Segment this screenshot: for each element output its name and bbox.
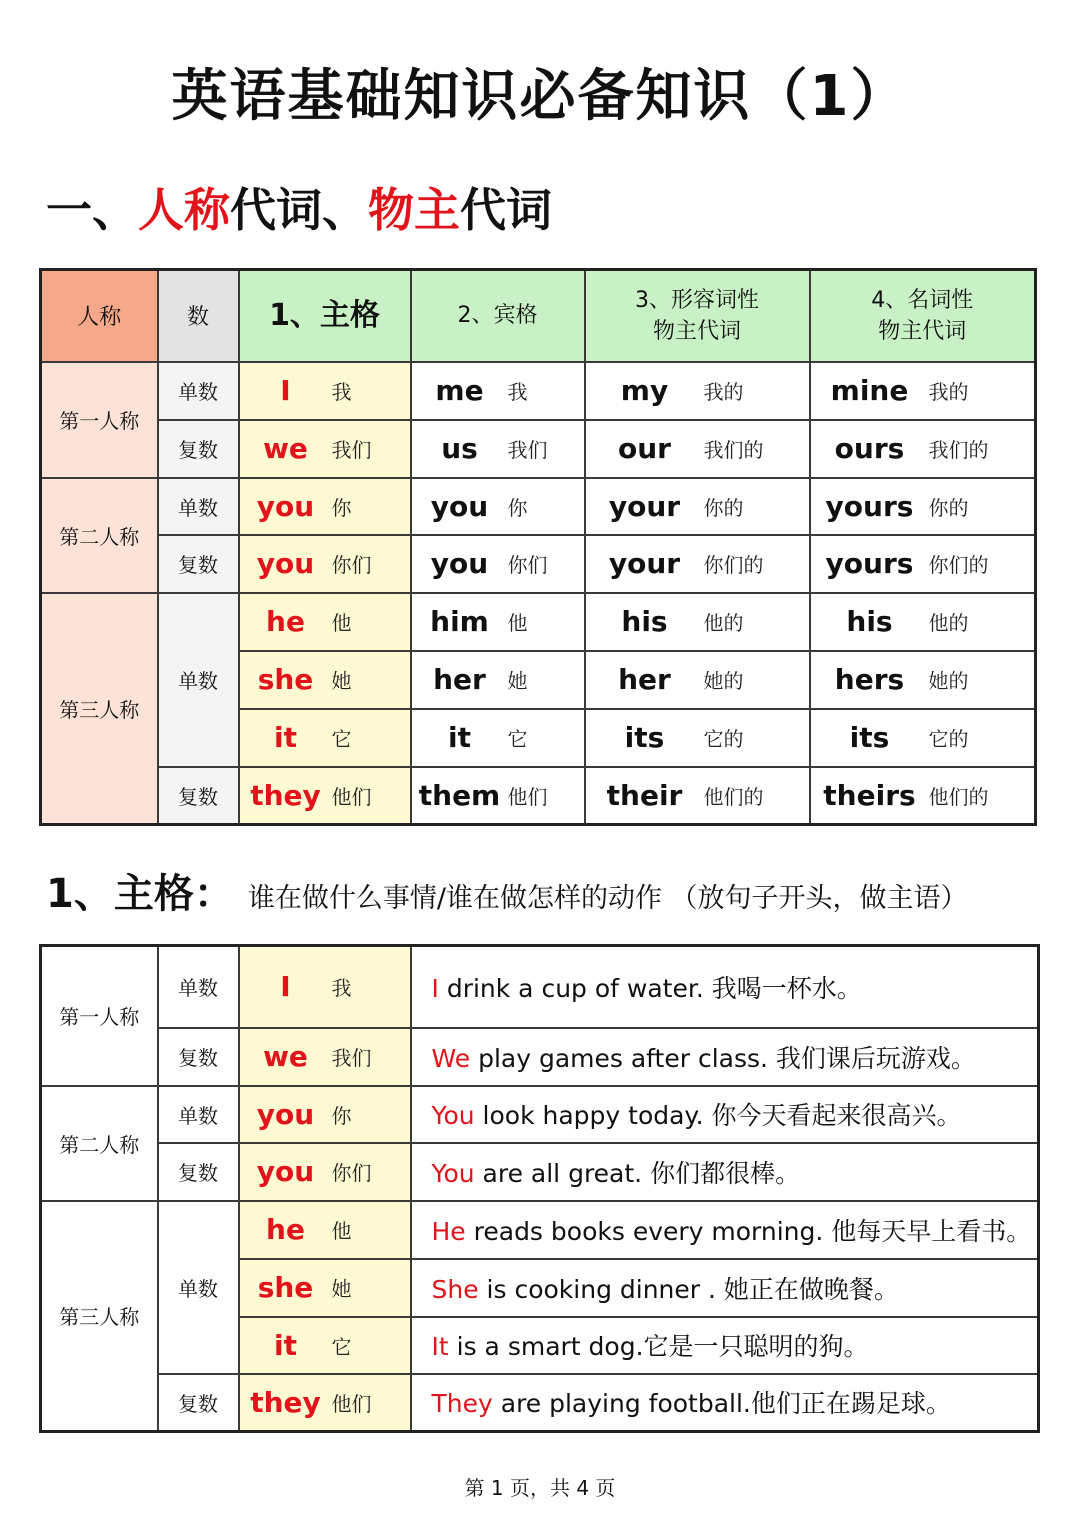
person-cell: 第一人称 [41,946,158,1086]
sentence-subject: You [431,1158,475,1188]
number-cell: 复数 [158,420,239,478]
header-objective: 2、宾格 [411,270,585,362]
header-noun-possessive: 4、名词性 物主代词 [810,270,1036,362]
pronoun-table [39,268,1037,826]
noun-translation: 她的 [928,669,969,693]
person-cell: 第三人称 [41,1201,158,1432]
table-row [41,767,1036,825]
obj-cell [411,478,585,535]
noun-word: yours [825,547,914,580]
sentence-subject: You [431,1101,475,1130]
subj-translation: 我 [331,976,352,1001]
number-cell: 单数 [158,593,239,767]
table-row [41,478,1036,535]
obj-translation: 他们 [507,784,548,809]
heading-pronoun-2: 代词 [460,183,552,237]
noun-translation: 你的 [928,495,969,520]
noun-translation: 他的 [928,611,969,635]
subj-word: she [257,1271,314,1304]
page-footer: 第 1 页，共 4 页 [464,1476,616,1500]
example-sentence [411,1374,1039,1432]
adj-word: your [608,547,681,580]
table-row [41,1028,1039,1086]
subj-word: you [256,1155,315,1188]
person-cell: 第二人称 [41,1086,158,1201]
number-cell: 复数 [158,767,239,825]
obj-cell [411,420,585,478]
sentence-rest: is cooking dinner . 她正在做晚餐。 [478,1274,899,1304]
noun-cell [810,420,1036,478]
sentence-subject: He [431,1216,466,1246]
noun-word: ours [834,432,905,465]
subj-translation: 它 [331,1334,352,1359]
subj-translation: 我们 [331,438,372,462]
subj-cell [239,420,411,478]
noun-translation: 它的 [928,727,969,751]
table-row [41,1086,1039,1143]
adj-cell [585,767,810,825]
adj-translation: 我们的 [703,438,764,462]
subj-cell [239,651,411,709]
obj-translation: 他 [507,611,528,635]
sentence-rest: are all great. 你们都很棒。 [474,1158,801,1188]
obj-translation: 你们 [507,553,548,577]
adj-translation: 它的 [703,727,744,751]
sentence-subject: It [431,1332,449,1361]
subjective-example-table [39,944,1040,1433]
sentence-subject: We [431,1043,471,1073]
subj-translation: 他们 [331,1391,372,1416]
noun-word: its [849,721,890,754]
number-cell: 单数 [158,1086,239,1143]
noun-word: yours [825,489,914,523]
number-cell: 单数 [158,1201,239,1374]
subj-cell [239,1374,411,1432]
subj-cell [239,535,411,593]
obj-word: her [433,663,486,696]
sentence-rest: reads books every morning. 他每天早上看书。 [465,1216,1032,1246]
heading-pronoun-1: 代词、 [230,183,368,237]
section-heading-pronouns [46,174,552,240]
subj-word: I [280,970,291,1004]
number-cell: 复数 [158,1143,239,1201]
adj-translation: 我的 [703,380,744,404]
noun-translation: 我们的 [928,438,989,462]
obj-cell [411,362,585,420]
person-cell: 第二人称 [41,478,158,593]
number-cell: 复数 [158,1028,239,1086]
adj-translation: 你的 [703,495,744,520]
adj-word: your [608,489,681,523]
adj-word: my [620,374,669,407]
table-row [41,946,1039,1028]
noun-translation: 我的 [928,380,969,404]
subj-translation: 他 [331,611,352,635]
section-heading-subjective [46,862,968,919]
subjective-description: 谁在做什么事情/谁在做怎样的动作 （放句子开头，做主语） [247,883,968,914]
noun-translation: 你们的 [928,553,989,577]
subj-translation: 我 [331,380,352,404]
subj-cell [239,767,411,825]
subj-translation: 你 [331,495,352,520]
subj-cell [239,946,411,1028]
subj-translation: 你们 [331,1161,372,1185]
subj-word: he [266,1213,305,1246]
obj-cell [411,535,585,593]
subj-word: he [266,605,305,638]
obj-word: you [430,547,489,580]
noun-word: theirs [823,778,916,812]
adj-translation: 他们的 [703,784,764,809]
obj-cell [411,651,585,709]
adj-cell [585,593,810,651]
adj-word: their [606,778,683,812]
sentence-rest: look happy today. 你今天看起来很高兴。 [474,1101,962,1130]
number-cell: 复数 [158,535,239,593]
example-sentence [411,1201,1039,1259]
subj-word: you [256,547,315,580]
subj-translation: 他们 [331,784,372,809]
noun-cell [810,362,1036,420]
subj-cell [239,362,411,420]
sentence-rest: are playing football.他们正在踢足球。 [492,1389,951,1419]
subj-word: we [263,1040,308,1073]
subj-cell [239,593,411,651]
header-number: 数 [158,270,239,362]
subj-word: it [274,721,297,754]
example-sentence [411,1028,1039,1086]
subjective-label: 1、主格： [46,871,234,917]
adj-cell [585,420,810,478]
table-row [41,535,1036,593]
obj-word: us [441,432,478,465]
obj-cell [411,767,585,825]
noun-word: hers [834,663,905,696]
adj-cell [585,709,810,767]
noun-cell [810,651,1036,709]
number-cell: 单数 [158,946,239,1028]
table-row [41,1201,1039,1259]
subj-cell [239,1143,411,1201]
adj-translation: 她的 [703,669,744,693]
obj-cell [411,593,585,651]
noun-cell [810,535,1036,593]
person-cell: 第三人称 [41,593,158,825]
number-cell: 单数 [158,478,239,535]
subj-cell [239,1201,411,1259]
obj-cell [411,709,585,767]
subj-cell [239,1259,411,1317]
header-person: 人称 [41,270,158,362]
subj-translation: 她 [331,1277,352,1301]
subj-cell [239,478,411,535]
subj-translation: 她 [331,669,352,693]
subj-word: it [274,1328,297,1362]
noun-cell [810,478,1036,535]
subj-translation: 你 [331,1103,352,1128]
obj-translation: 你 [507,495,528,520]
example-sentence [411,1259,1039,1317]
sentence-rest: is a smart dog.它是一只聪明的狗。 [448,1332,869,1361]
sentence-rest: drink a cup of water. 我喝一杯水。 [438,973,862,1003]
obj-translation: 它 [507,727,528,751]
obj-translation: 我们 [507,438,548,462]
adj-cell [585,362,810,420]
subj-cell [239,1028,411,1086]
adj-translation: 你们的 [703,553,764,577]
obj-translation: 我 [507,380,528,404]
table-row [41,420,1036,478]
sentence-subject: I [431,973,439,1003]
subj-word: they [250,1385,321,1419]
subj-translation: 他 [331,1219,352,1243]
noun-cell [810,593,1036,651]
subj-word: you [256,489,315,523]
noun-translation: 他们的 [928,784,989,809]
subj-word: they [250,778,321,812]
subj-word: I [280,374,291,407]
header-subjective: 1、主格 [239,270,411,362]
subj-cell [239,709,411,767]
subj-word: you [256,1097,315,1131]
obj-word: you [430,489,489,523]
heading-prefix: 一、 [46,183,138,237]
adj-cell [585,651,810,709]
adj-cell [585,478,810,535]
noun-cell [810,767,1036,825]
person-cell: 第一人称 [41,362,158,478]
adj-word: our [618,432,671,465]
header-adjective-possessive: 3、形容词性 物主代词 [585,270,810,362]
sentence-subject: They [431,1389,493,1419]
obj-word: him [430,605,489,638]
example-sentence [411,1143,1039,1201]
subj-word: we [263,432,308,465]
obj-word: me [435,374,484,407]
adj-cell [585,535,810,593]
obj-word: it [448,721,471,754]
adj-translation: 他的 [703,611,744,635]
noun-cell [810,709,1036,767]
number-cell: 单数 [158,362,239,420]
table-row [41,1143,1039,1201]
subj-translation: 我们 [331,1046,372,1070]
adj-word: his [621,605,668,638]
subj-word: she [257,663,314,696]
subj-cell [239,1317,411,1374]
example-sentence [411,1317,1039,1374]
page-title: 英语基础知识必备知识（1） [171,64,909,129]
sentence-rest: play games after class. 我们课后玩游戏。 [470,1043,976,1073]
example-sentence [411,946,1039,1028]
noun-word: his [846,605,893,638]
table-row [41,593,1036,651]
adj-word: its [624,721,665,754]
heading-possessive: 物主 [368,183,460,237]
subj-translation: 你们 [331,553,372,577]
adj-word: her [618,663,671,696]
obj-translation: 她 [507,669,528,693]
subj-cell [239,1086,411,1143]
number-cell: 复数 [158,1374,239,1432]
subj-translation: 它 [331,727,352,751]
sentence-subject: She [431,1274,479,1304]
table-row [41,1374,1039,1432]
table-row [41,362,1036,420]
heading-person: 人称 [138,183,230,237]
example-sentence [411,1086,1039,1143]
noun-word: mine [830,374,909,407]
obj-word: them [418,778,501,812]
